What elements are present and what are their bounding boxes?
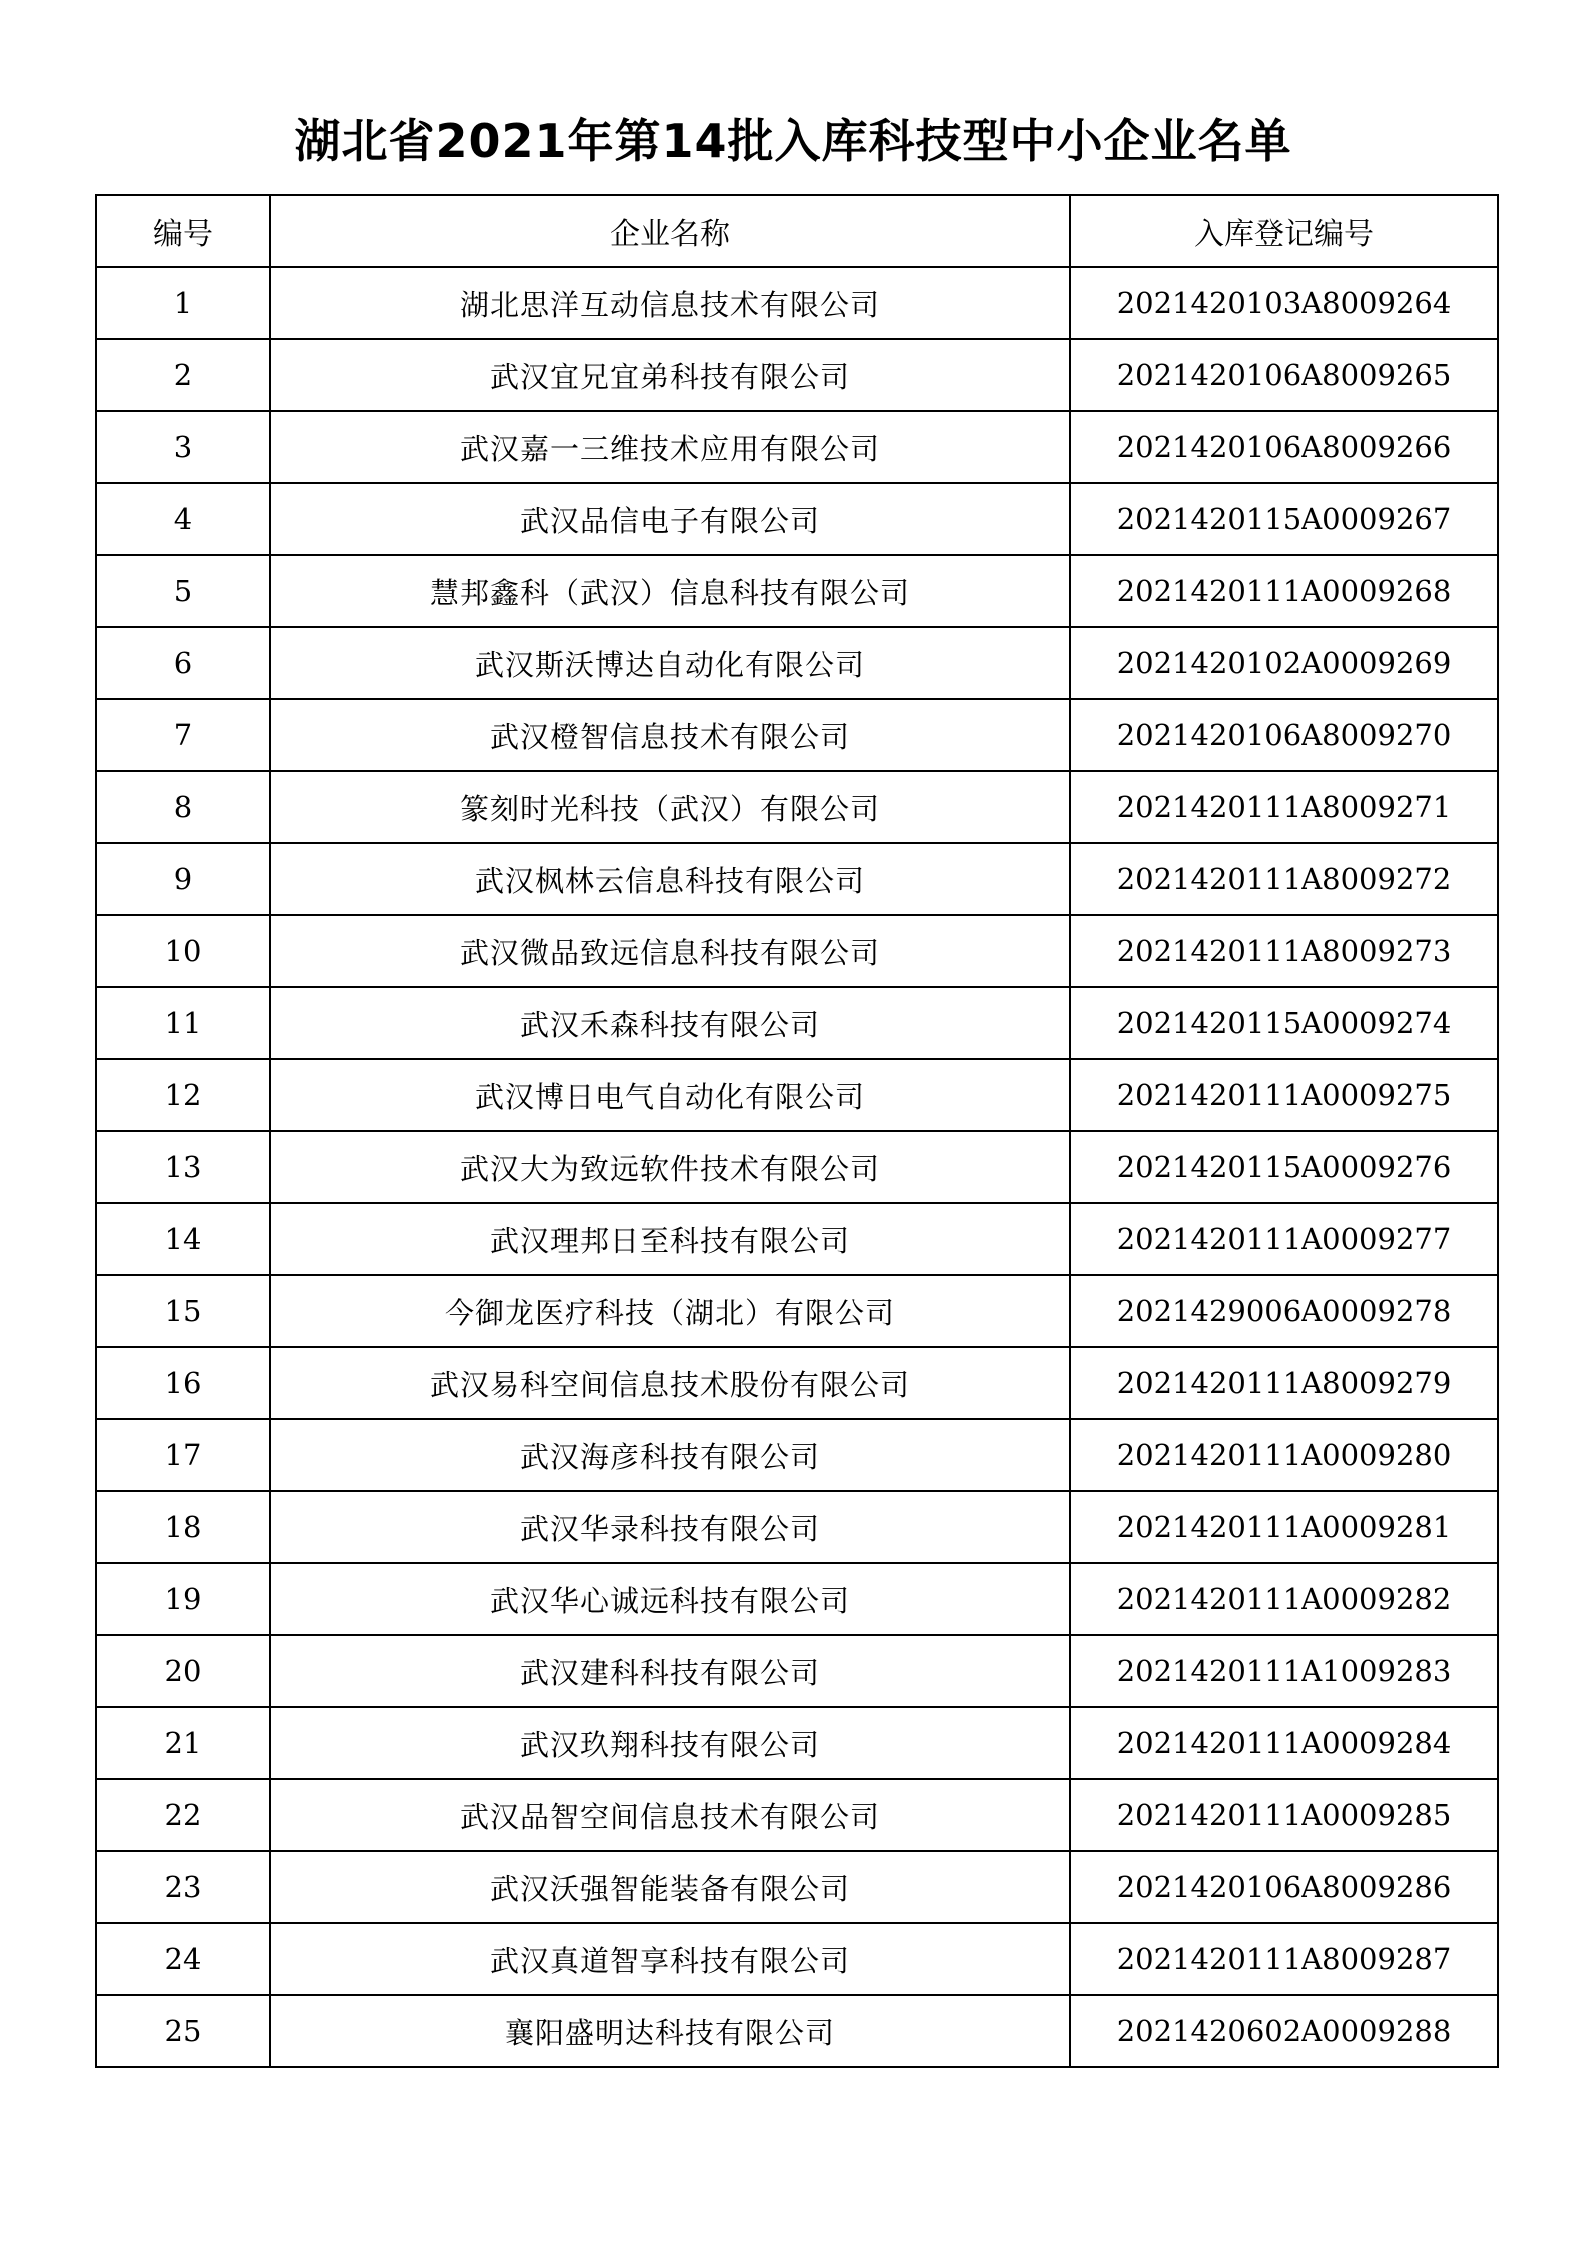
table-row <box>96 555 1498 627</box>
row-number: 16 <box>96 1347 270 1419</box>
enterprise-name: 武汉博日电气自动化有限公司 <box>270 1059 1070 1131</box>
row-number: 8 <box>96 771 270 843</box>
enterprise-table <box>95 194 1499 2068</box>
table-row <box>96 1923 1498 1995</box>
header-enterprise-name: 企业名称 <box>270 195 1070 267</box>
registration-number: 2021429006A0009278 <box>1070 1275 1498 1347</box>
registration-number: 2021420111A1009283 <box>1070 1635 1498 1707</box>
registration-number: 2021420111A0009282 <box>1070 1563 1498 1635</box>
table-row <box>96 1419 1498 1491</box>
enterprise-name: 武汉枫林云信息科技有限公司 <box>270 843 1070 915</box>
registration-number: 2021420111A0009285 <box>1070 1779 1498 1851</box>
table-row <box>96 1635 1498 1707</box>
row-number: 10 <box>96 915 270 987</box>
enterprise-name: 武汉玖翔科技有限公司 <box>270 1707 1070 1779</box>
enterprise-name: 武汉华心诚远科技有限公司 <box>270 1563 1070 1635</box>
table-row <box>96 1563 1498 1635</box>
row-number: 5 <box>96 555 270 627</box>
registration-number: 2021420106A8009266 <box>1070 411 1498 483</box>
table-header-row <box>96 195 1498 267</box>
row-number: 21 <box>96 1707 270 1779</box>
table-row <box>96 1779 1498 1851</box>
row-number: 13 <box>96 1131 270 1203</box>
enterprise-name: 武汉华录科技有限公司 <box>270 1491 1070 1563</box>
enterprise-name: 武汉海彦科技有限公司 <box>270 1419 1070 1491</box>
registration-number: 2021420111A8009272 <box>1070 843 1498 915</box>
registration-number: 2021420102A0009269 <box>1070 627 1498 699</box>
enterprise-name: 武汉大为致远软件技术有限公司 <box>270 1131 1070 1203</box>
registration-number: 2021420602A0009288 <box>1070 1995 1498 2067</box>
header-registration-number: 入库登记编号 <box>1070 195 1498 267</box>
registration-number: 2021420111A8009287 <box>1070 1923 1498 1995</box>
table-row <box>96 915 1498 987</box>
enterprise-name: 武汉宜兄宜弟科技有限公司 <box>270 339 1070 411</box>
enterprise-name: 武汉真道智享科技有限公司 <box>270 1923 1070 1995</box>
row-number: 15 <box>96 1275 270 1347</box>
row-number: 6 <box>96 627 270 699</box>
row-number: 17 <box>96 1419 270 1491</box>
row-number: 20 <box>96 1635 270 1707</box>
row-number: 18 <box>96 1491 270 1563</box>
registration-number: 2021420115A0009274 <box>1070 987 1498 1059</box>
row-number: 2 <box>96 339 270 411</box>
enterprise-name: 武汉斯沃博达自动化有限公司 <box>270 627 1070 699</box>
registration-number: 2021420106A8009265 <box>1070 339 1498 411</box>
table-row <box>96 771 1498 843</box>
registration-number: 2021420111A0009275 <box>1070 1059 1498 1131</box>
registration-number: 2021420111A8009279 <box>1070 1347 1498 1419</box>
registration-number: 2021420111A8009271 <box>1070 771 1498 843</box>
registration-number: 2021420111A0009281 <box>1070 1491 1498 1563</box>
registration-number: 2021420111A0009284 <box>1070 1707 1498 1779</box>
registration-number: 2021420106A8009270 <box>1070 699 1498 771</box>
enterprise-name: 武汉易科空间信息技术股份有限公司 <box>270 1347 1070 1419</box>
row-number: 11 <box>96 987 270 1059</box>
enterprise-name: 武汉建科科技有限公司 <box>270 1635 1070 1707</box>
row-number: 19 <box>96 1563 270 1635</box>
table-row <box>96 1707 1498 1779</box>
enterprise-name: 武汉品信电子有限公司 <box>270 483 1070 555</box>
row-number: 24 <box>96 1923 270 1995</box>
registration-number: 2021420115A0009276 <box>1070 1131 1498 1203</box>
row-number: 3 <box>96 411 270 483</box>
enterprise-name: 武汉嘉一三维技术应用有限公司 <box>270 411 1070 483</box>
row-number: 25 <box>96 1995 270 2067</box>
registration-number: 2021420111A0009268 <box>1070 555 1498 627</box>
enterprise-name: 篆刻时光科技（武汉）有限公司 <box>270 771 1070 843</box>
enterprise-name: 武汉品智空间信息技术有限公司 <box>270 1779 1070 1851</box>
enterprise-name: 慧邦鑫科（武汉）信息科技有限公司 <box>270 555 1070 627</box>
registration-number: 2021420111A8009273 <box>1070 915 1498 987</box>
table-row <box>96 1347 1498 1419</box>
table-row <box>96 267 1498 339</box>
table-row <box>96 1995 1498 2067</box>
registration-number: 2021420111A0009280 <box>1070 1419 1498 1491</box>
table-row <box>96 1131 1498 1203</box>
table-row <box>96 627 1498 699</box>
enterprise-name: 武汉禾森科技有限公司 <box>270 987 1070 1059</box>
registration-number: 2021420103A8009264 <box>1070 267 1498 339</box>
enterprise-name: 襄阳盛明达科技有限公司 <box>270 1995 1070 2067</box>
enterprise-name: 今御龙医疗科技（湖北）有限公司 <box>270 1275 1070 1347</box>
table-row <box>96 483 1498 555</box>
table-row <box>96 1491 1498 1563</box>
row-number: 7 <box>96 699 270 771</box>
table-body <box>96 267 1498 2067</box>
enterprise-name: 武汉理邦日至科技有限公司 <box>270 1203 1070 1275</box>
table-row <box>96 699 1498 771</box>
enterprise-name: 武汉微品致远信息科技有限公司 <box>270 915 1070 987</box>
row-number: 9 <box>96 843 270 915</box>
enterprise-name: 武汉橙智信息技术有限公司 <box>270 699 1070 771</box>
table-row <box>96 987 1498 1059</box>
table-row <box>96 843 1498 915</box>
row-number: 14 <box>96 1203 270 1275</box>
table-row <box>96 1059 1498 1131</box>
registration-number: 2021420106A8009286 <box>1070 1851 1498 1923</box>
table-row <box>96 1275 1498 1347</box>
table-row <box>96 1203 1498 1275</box>
header-number: 编号 <box>96 195 270 267</box>
table-row <box>96 339 1498 411</box>
row-number: 12 <box>96 1059 270 1131</box>
registration-number: 2021420111A0009277 <box>1070 1203 1498 1275</box>
row-number: 4 <box>96 483 270 555</box>
table-row <box>96 411 1498 483</box>
table-row <box>96 1851 1498 1923</box>
enterprise-name: 湖北思洋互动信息技术有限公司 <box>270 267 1070 339</box>
row-number: 22 <box>96 1779 270 1851</box>
page-title: 湖北省2021年第14批入库科技型中小企业名单 <box>294 114 1292 168</box>
row-number: 1 <box>96 267 270 339</box>
row-number: 23 <box>96 1851 270 1923</box>
registration-number: 2021420115A0009267 <box>1070 483 1498 555</box>
enterprise-name: 武汉沃强智能装备有限公司 <box>270 1851 1070 1923</box>
